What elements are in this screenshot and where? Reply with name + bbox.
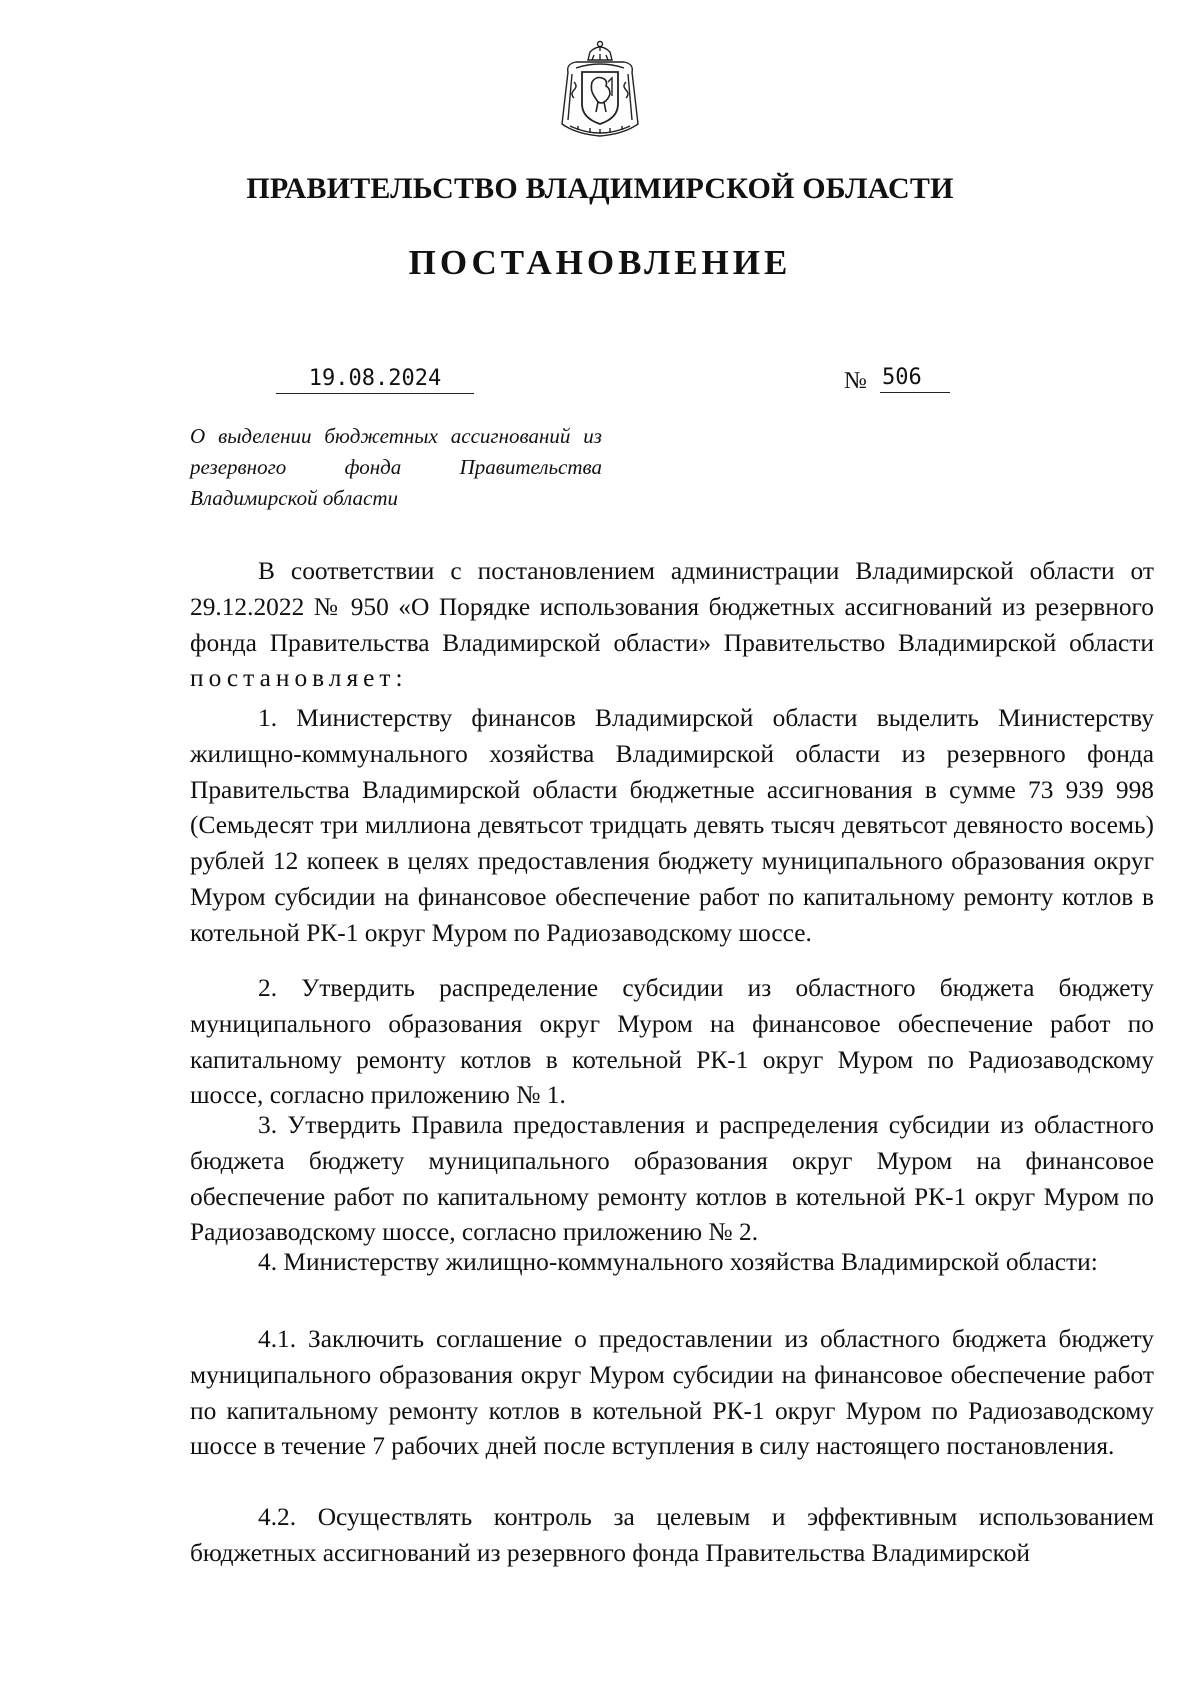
item-4-1 xyxy=(190,1322,1154,1465)
item-4 xyxy=(190,1245,1154,1281)
preamble-text: В соответствии с постановлением администрации Владимирской области от 29.12.2022 № 950 «О Порядке использования бюджетных ассигнований из резервного фонда Правительства Владимирской области» Правительство Владимирской области xyxy=(190,557,1154,657)
preamble-paragraph xyxy=(190,554,1154,697)
document-number: 506 xyxy=(880,365,950,393)
document-date: 19.08.2024 xyxy=(276,366,474,394)
item-1 xyxy=(190,701,1154,952)
item-3 xyxy=(190,1108,1154,1251)
document-subject: О выделении бюджетных ассигнований из резервного фонда Правительства Владимирской области xyxy=(190,424,602,510)
resolves-word: постановляет: xyxy=(190,664,408,693)
document-type-heading: ПОСТАНОВЛЕНИЕ xyxy=(408,243,792,282)
item-2-text: 2. Утвердить распределение субсидии из областного бюджета бюджету муниципального образования округ Муром на финансовое обеспечение работ по капитальному ремонту котлов в котельной РК-1 округ Муром по Радиозаводскому шоссе, согласно приложению № 1. xyxy=(190,974,1154,1110)
item-4-2 xyxy=(190,1500,1154,1572)
item-4-1-text: 4.1. Заключить соглашение о предоставлении из областного бюджета бюджету муниципального образования округ Муром субсидии на финансовое обеспечение работ по капитальному ремонту котлов в котельной РК-1 округ Муром по Радиозаводскому шоссе в течение 7 рабочих дней после вступления в силу настоящего постановления. xyxy=(190,1325,1154,1461)
item-4-text: 4. Министерству жилищно-коммунального хозяйства Владимирской области: xyxy=(258,1248,1098,1276)
item-1-text: 1. Министерству финансов Владимирской области выделить Министерству жилищно-коммунального хозяйства Владимирской области из резервного фонда Правительства Владимирской области бюджетные ассигнования в сумме 73 939 998 (Семьдесят три миллиона девятьсот тридцать девять тысяч девятьсот девяносто восемь) рублей 12 копеек в целях предоставления бюджету муниципального образования округ Муром субсидии на финансовое обеспечение работ по капитальному ремонту котлов в котельной РК-1 округ Муром по Радиозаводскому шоссе. xyxy=(190,704,1154,947)
organization-title: ПРАВИТЕЛЬСТВО ВЛАДИМИРСКОЙ ОБЛАСТИ xyxy=(246,172,954,205)
item-2 xyxy=(190,971,1154,1114)
document-number-label: № xyxy=(844,368,867,394)
coat-of-arms-icon xyxy=(554,38,646,140)
item-3-text: 3. Утвердить Правила предоставления и распределения субсидии из областного бюджета бюджету муниципального образования округ Муром на финансовое обеспечение работ по капитальному ремонту котлов в котельной РК-1 округ Муром по Радиозаводскому шоссе, согласно приложению № 2. xyxy=(190,1111,1154,1247)
item-4-2-text: 4.2. Осуществлять контроль за целевым и эффективным использованием бюджетных ассигнований из резервного фонда Правительства Владимирской xyxy=(190,1503,1154,1567)
